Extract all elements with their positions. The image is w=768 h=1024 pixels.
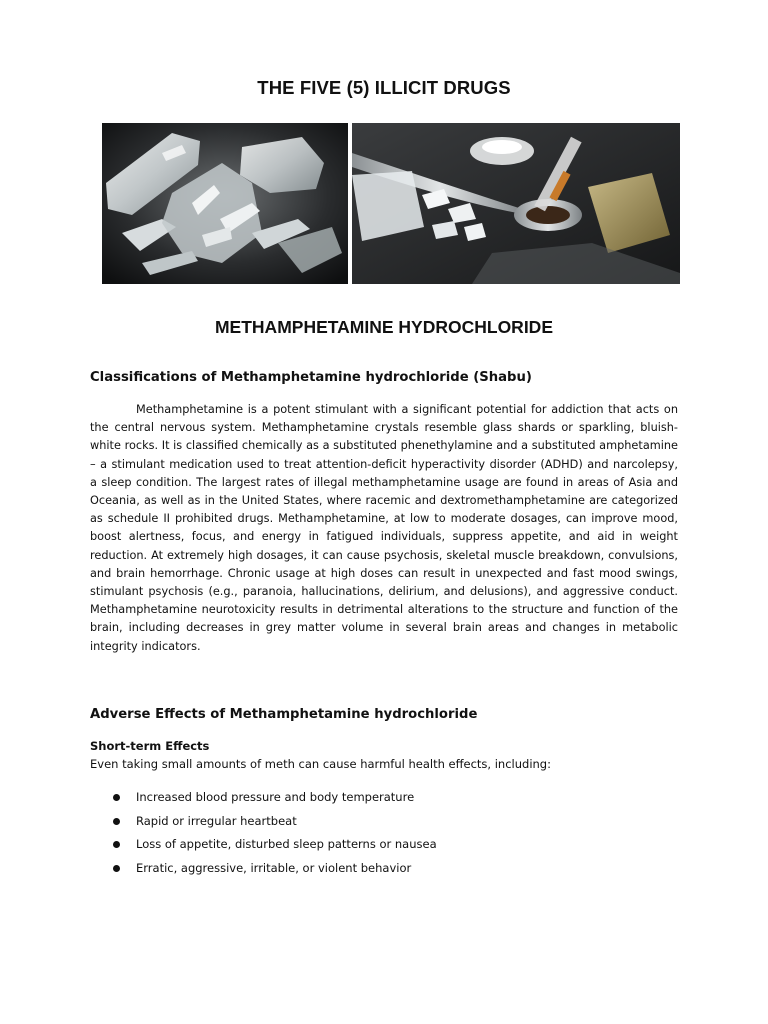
list-item-text: Rapid or irregular heartbeat bbox=[136, 813, 297, 828]
list-item bbox=[90, 814, 437, 838]
list-item-text: Loss of appetite, disturbed sleep patterns or nausea bbox=[136, 837, 437, 851]
section-title: METHAMPHETAMINE HYDROCHLORIDE bbox=[214, 317, 553, 337]
short-term-intro: Even taking small amounts of meth can cause harmful health effects, including: bbox=[90, 757, 551, 771]
list-item bbox=[90, 837, 437, 861]
classification-heading: Classifications of Methamphetamine hydrochloride (Shabu) bbox=[90, 370, 532, 385]
bullet-icon bbox=[113, 865, 120, 872]
list-item-text: Erratic, aggressive, irritable, or violent behavior bbox=[136, 860, 412, 875]
short-term-effects-heading: Short-term Effects bbox=[90, 739, 210, 753]
list-item-text: Increased blood pressure and body temperature bbox=[136, 790, 415, 804]
effects-list bbox=[90, 790, 437, 884]
drug-paraphernalia-photo bbox=[352, 123, 680, 284]
bullet-icon bbox=[113, 841, 120, 848]
classification-paragraph: Methamphetamine is a potent stimulant with a significant potential for addiction that acts on the central nervous system. Methamphetamine crystals resemble glass shards or sparkling, bluish-white rocks. It is classified chemically as a substituted phenethylamine and a substituted amphetamine – a stimulant medication used to treat attention-deficit hyperactivity disorder (ADHD) and narcolepsy, a sleep condition. The largest rates of illegal methamphetamine usage are found in areas of Asia and Oceania, as well as in the United States, where racemic and dextromethamphetamine are categorized as schedule II prohibited drugs. Methamphetamine, at low to moderate dosages, can improve mood, boost alertness, focus, and energy in fatigued individuals, suppress appetite, and aid in weight reduction. At extremely high dosages, it can cause psychosis, skeletal muscle breakdown, convulsions, and brain hemorrhage. Chronic usage at high doses can result in unexpected and fast mood swings, stimulant psychosis (e.g., paranoia, hallucinations, delirium, and delusions), and aggressive conduct. Methamphetamine neurotoxicity results in detrimental alterations to the structure and function of the brain, including decreases in grey matter volume in several brain areas and changes in metabolic integrity indicators. bbox=[90, 403, 678, 653]
bullet-icon bbox=[113, 818, 120, 825]
list-item bbox=[90, 861, 437, 885]
bullet-icon bbox=[113, 794, 120, 801]
adverse-effects-heading: Adverse Effects of Methamphetamine hydrochloride bbox=[90, 707, 478, 722]
document-title: THE FIVE (5) ILLICIT DRUGS bbox=[257, 77, 511, 98]
crystal-meth-photo bbox=[102, 123, 348, 284]
list-item bbox=[90, 790, 437, 814]
